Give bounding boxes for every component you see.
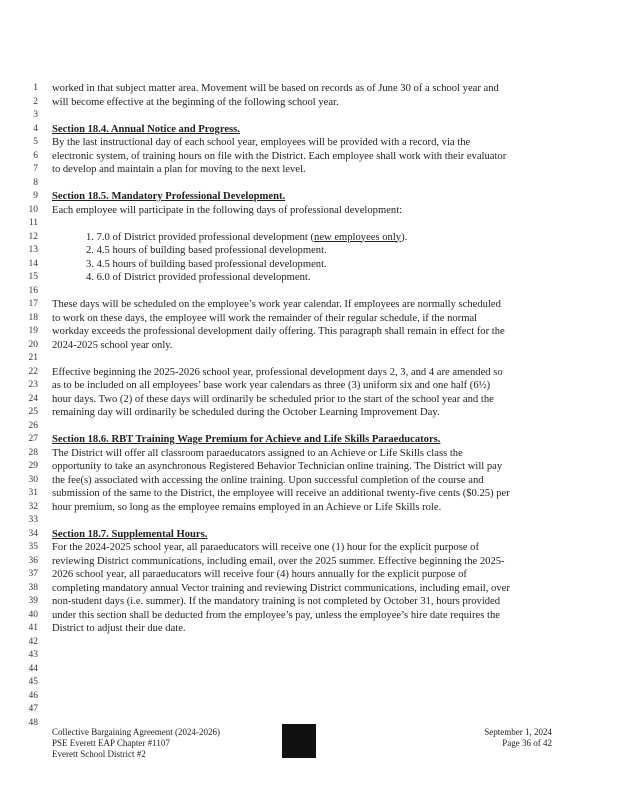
text-line: to work on these days, the employee will work the remainder of their regular schedule, if the normal [52, 312, 478, 324]
list-item: 4. 6.0 of District provided professional development. [86, 272, 311, 283]
line-number: 39 [28, 596, 38, 606]
line-number: 21 [28, 353, 38, 363]
line-number: 7 [33, 164, 38, 174]
blank-line [52, 514, 552, 528]
list-item: 2. 4.5 hours of building based professional development. [86, 245, 327, 256]
text-line: 2026 school year, all paraeducators will receive four (4) hours annually for the explicit purpose of [52, 569, 467, 580]
line-number: 14 [28, 258, 38, 269]
line-number: 35 [28, 542, 38, 552]
line-number: 29 [28, 461, 38, 471]
list-item: 1. 7.0 of District provided professional development (new employees only). [86, 231, 408, 243]
footer-date: September 1, 2024 [484, 727, 552, 737]
line-number: 4 [33, 123, 38, 134]
blank-line [52, 177, 552, 191]
text-line: reviewing District communications, including email, over the 2025 summer. Effective beginning the 2025- [52, 555, 505, 567]
text-line: remaining day will ordinarily be scheduled during the October Learning Improvement Day. [52, 407, 440, 418]
line-number: 5 [33, 137, 38, 147]
blank-line [52, 285, 552, 299]
line-number: 37 [28, 569, 38, 579]
line-number: 27 [28, 434, 38, 444]
line-number: 20 [28, 339, 38, 350]
line-number: 11 [28, 218, 38, 228]
line-number: 13 [28, 245, 38, 255]
footer-chapter: PSE Everett EAP Chapter #1107 [52, 738, 170, 748]
redaction-block [282, 724, 316, 758]
line-number: 1 [33, 83, 38, 93]
line-number: 26 [28, 420, 38, 431]
text-line: workday exceeds the professional development daily offering. This paragraph shall remain in effect for the [52, 326, 505, 337]
line-number: 48 [28, 717, 38, 728]
line-number: 32 [28, 501, 38, 512]
blank-line [52, 109, 552, 123]
text-line: worked in that subject matter area. Movement will be based on records as of June 30 of a school year and [52, 83, 499, 94]
line-number: 34 [28, 528, 38, 539]
text-line: to develop and maintain a plan for moving to the next level. [52, 164, 306, 175]
line-number-gutter [16, 82, 38, 730]
line-number: 10 [28, 204, 38, 215]
line-number: 44 [28, 663, 38, 674]
line-number: 28 [28, 447, 38, 458]
line-number: 23 [28, 380, 38, 390]
line-number: 47 [28, 704, 38, 714]
line-number: 22 [28, 366, 38, 377]
line-number: 42 [28, 636, 38, 647]
text-line: Each employee will participate in the following days of professional development: [52, 204, 403, 216]
section-heading-18-6: Section 18.6. RBT Training Wage Premium for Achieve and Life Skills Paraeducators. [52, 434, 441, 445]
line-number: 33 [28, 515, 38, 525]
text-line: By the last instructional day of each school year, employees will be provided with a record, via the [52, 137, 471, 148]
text-line: hour premium, so long as the employee remains employed in an Achieve or Life Skills role. [52, 501, 442, 513]
section-heading-18-4: Section 18.4. Annual Notice and Progress. [52, 123, 240, 135]
text-line: District to adjust their due date. [52, 623, 186, 634]
line-number: 8 [33, 177, 38, 188]
footer-right [402, 727, 552, 749]
text-line: the fee(s) associated with accessing the online training. Upon successful completion of the course and [52, 474, 484, 486]
line-number: 41 [28, 623, 38, 633]
list-item: 3. 4.5 hours of building based professional development. [86, 258, 327, 270]
text-line: 2024-2025 school year only. [52, 339, 173, 351]
footer-agreement-title: Collective Bargaining Agreement (2024-2026) [52, 727, 221, 737]
text-line: under this section shall be deducted from the employee’s pay, unless the employee’s hire date requires the [52, 609, 500, 621]
footer-left [52, 727, 272, 760]
text-line: For the 2024-2025 school year, all paraeducators will receive one (1) hour for the explicit purpose of [52, 542, 480, 553]
line-number: 17 [28, 299, 38, 309]
text-line: will become effective at the beginning of the following school year. [52, 96, 339, 108]
section-heading-18-7: Section 18.7. Supplemental Hours. [52, 528, 208, 540]
document-body [52, 82, 552, 636]
text-line: as to be included on all employees’ base work year calendars as three (3) uniform six and one half (6½) [52, 380, 491, 391]
line-number: 31 [28, 488, 38, 498]
line-number: 36 [28, 555, 38, 566]
line-number: 2 [33, 96, 38, 107]
line-number: 18 [28, 312, 38, 323]
line-number: 16 [28, 285, 38, 296]
text-line: opportunity to take an asynchronous Registered Behavior Technician online training. The District will pay [52, 461, 503, 472]
line-number: 24 [28, 393, 38, 404]
line-number: 46 [28, 690, 38, 701]
text-line: Effective beginning the 2025-2026 school year, professional development days 2, 3, and 4 are amended so [52, 366, 503, 378]
section-heading-18-5: Section 18.5. Mandatory Professional Development. [52, 191, 286, 202]
blank-line [52, 352, 552, 366]
text-line: hour days. Two (2) of these days will ordinarily be scheduled prior to the start of the school year and the [52, 393, 494, 405]
footer-district: Everett School District #2 [52, 749, 146, 759]
line-number: 30 [28, 474, 38, 485]
line-number: 9 [33, 191, 38, 201]
text-line: non-student days (i.e. summer). If the mandatory training is not completed by October 31, hours provided [52, 596, 501, 607]
text-line: completing mandatory annual Vector training and reviewing District communications, including email, over [52, 582, 510, 594]
blank-line [52, 217, 552, 231]
text-line: submission of the same to the District, the employee will receive an additional twenty-five cents ($0.25) per [52, 488, 510, 499]
line-number: 45 [28, 677, 38, 687]
text-line: electronic system, of training hours on file with the District. Each employee shall work with their evaluator [52, 150, 507, 162]
line-number: 6 [33, 150, 38, 161]
line-number: 19 [28, 326, 38, 336]
line-number: 40 [28, 609, 38, 620]
line-number: 3 [33, 110, 38, 120]
line-number: 25 [28, 407, 38, 417]
line-number: 43 [28, 650, 38, 660]
line-number: 12 [28, 231, 38, 242]
footer-page-number: Page 36 of 42 [502, 738, 552, 748]
text-line: The District will offer all classroom paraeducators assigned to an Achieve or Life Skills class the [52, 447, 463, 459]
line-number: 15 [28, 272, 38, 282]
line-number: 38 [28, 582, 38, 593]
blank-line [52, 420, 552, 434]
text-line: These days will be scheduled on the employee’s work year calendar. If employees are normally scheduled [52, 299, 501, 310]
